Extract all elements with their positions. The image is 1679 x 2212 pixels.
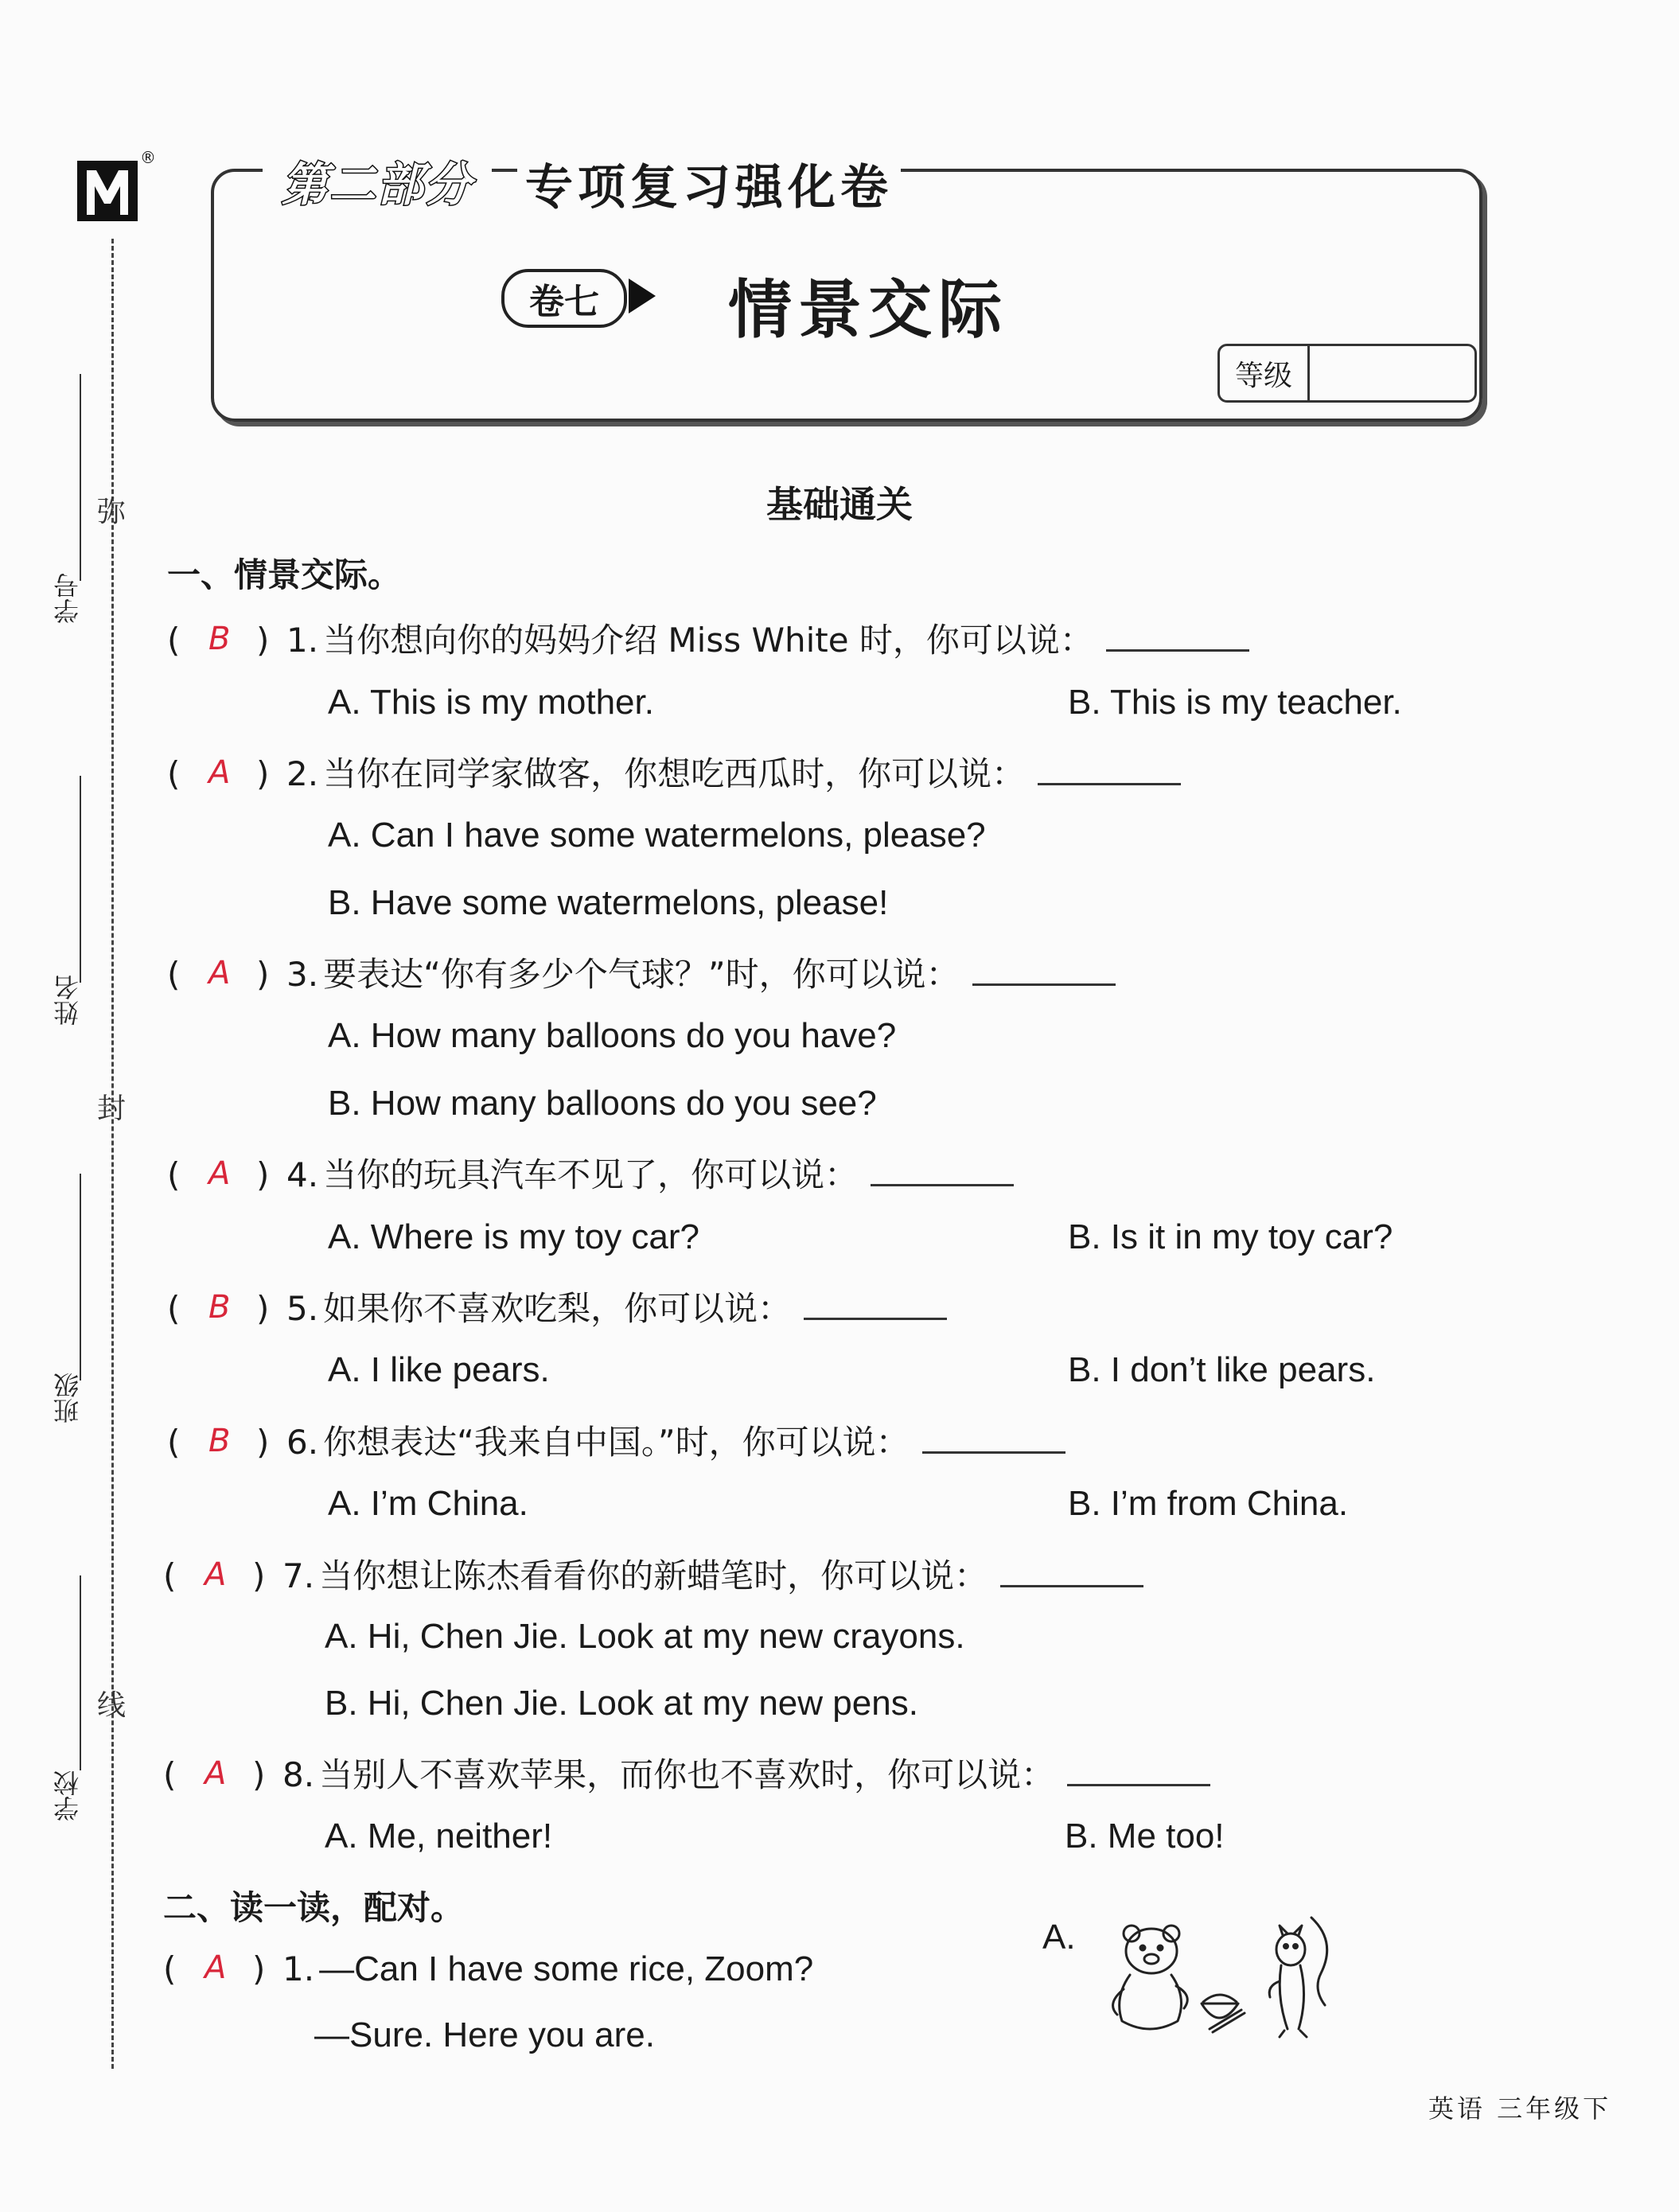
student-id-label: 学号 [53, 573, 83, 624]
name-line [80, 776, 81, 983]
answer-blank[interactable] [804, 1310, 947, 1320]
question-row [163, 1749, 1210, 1797]
option-a: A. This is my mother. [328, 683, 654, 722]
answer-blank[interactable] [1000, 1577, 1143, 1587]
option-b: B. Have some watermelons, please! [328, 883, 889, 922]
answer-paren: ( B ) [167, 1289, 270, 1328]
answer-paren: ( B ) [167, 1423, 270, 1462]
option-b: B. Is it in my toy car? [1068, 1217, 1393, 1256]
question-text: 当你在同学家做客，你想吃西瓜时，你可以说： [323, 754, 1026, 793]
option-a: A. Can I have some watermelons, please? [328, 816, 986, 855]
bear-and-squirrel-eating-illustration [1082, 1910, 1345, 2045]
question-number: 3. [286, 955, 319, 994]
school-line [80, 1575, 81, 1770]
answer-paren: ( A ) [167, 955, 270, 994]
question-text: 当你想向你的妈妈介绍 Miss White 时，你可以说： [323, 621, 1093, 660]
question-row [167, 1416, 1065, 1464]
question-row [167, 948, 1116, 996]
answer-mark: B [208, 1289, 231, 1326]
question-row [163, 1550, 1143, 1598]
question-number: 4. [286, 1155, 319, 1194]
option-b: B. How many balloons do you see? [328, 1084, 877, 1123]
volume-badge [501, 269, 627, 328]
publisher-logo [76, 159, 139, 223]
answer-blank[interactable] [1067, 1776, 1210, 1786]
question-text: 你想表达“我来自中国。”时，你可以说： [323, 1423, 910, 1462]
grade-box [1217, 344, 1477, 403]
class-line [80, 1174, 81, 1381]
name-label: 姓名 [53, 975, 83, 1026]
option-b: B. I’m from China. [1068, 1484, 1349, 1523]
answer-blank[interactable] [922, 1443, 1065, 1454]
answer-mark: B [208, 621, 231, 657]
option-a: A. I’m China. [328, 1484, 528, 1523]
question-text: 当别人不喜欢苹果，而你也不喜欢时，你可以说： [319, 1755, 1055, 1794]
option-b: B. Me too! [1065, 1817, 1225, 1856]
answer-mark: A [205, 1556, 227, 1593]
registered-mark: ® [140, 148, 156, 167]
question-number: 2. [286, 754, 319, 793]
part2-title: 二、读一读，配对。 [163, 1888, 465, 1927]
option-a: A. How many balloons do you have? [328, 1016, 897, 1055]
page-title: 情景交际 [728, 273, 1008, 347]
question-number: 8. [282, 1755, 315, 1794]
question-row [167, 748, 1181, 796]
question-text: 如果你不喜欢吃梨，你可以说： [323, 1289, 792, 1328]
question-number: 1. [282, 1949, 315, 1988]
question-number: 5. [286, 1289, 319, 1328]
question-number: 1. [286, 621, 319, 660]
option-b: B. I don’t like pears. [1068, 1350, 1376, 1389]
grade-label: 等级 [1220, 346, 1310, 400]
question-number: 7. [282, 1556, 315, 1595]
option-a: A. Where is my toy car? [328, 1217, 700, 1256]
option-a: A. Hi, Chen Jie. Look at my new crayons. [325, 1617, 965, 1656]
question-row [167, 1149, 1014, 1197]
answer-paren: ( A ) [167, 754, 270, 793]
answer-mark: A [208, 1155, 231, 1192]
class-label: 班级 [53, 1373, 83, 1423]
answer-blank[interactable] [1106, 641, 1249, 652]
answer-blank[interactable] [972, 976, 1116, 986]
answer-paren: ( A ) [163, 1755, 266, 1794]
dialog-line: —Can I have some rice, Zoom? [319, 1949, 814, 1988]
answer-paren: ( A ) [163, 1949, 266, 1988]
seal-char-feng: 封 [97, 1092, 127, 1125]
picture-label: A. [1042, 1918, 1076, 1957]
school-label: 学校 [53, 1770, 83, 1821]
seal-char-xian: 线 [97, 1689, 127, 1722]
option-b: B. This is my teacher. [1068, 683, 1402, 722]
part1-title: 一、情景交际。 [167, 555, 402, 594]
question-text: 当你的玩具汽车不见了，你可以说： [323, 1155, 859, 1194]
grade-field[interactable] [1310, 346, 1474, 400]
answer-paren: ( B ) [167, 621, 270, 660]
answer-mark: A [208, 955, 231, 991]
answer-blank[interactable] [1038, 775, 1181, 785]
question-text: 要表达“你有多少个气球？”时，你可以说： [323, 955, 960, 994]
question-row [163, 1949, 813, 1989]
arrow-right-icon [629, 278, 656, 313]
answer-paren: ( A ) [163, 1556, 266, 1595]
part-label: 第二部分 [263, 147, 492, 214]
answer-mark: B [208, 1423, 231, 1459]
volume-label: 卷七 [529, 282, 599, 322]
answer-paren: ( A ) [167, 1155, 270, 1194]
option-b: B. Hi, Chen Jie. Look at my new pens. [325, 1684, 918, 1723]
option-a: A. Me, neither! [325, 1817, 553, 1856]
question-number: 6. [286, 1423, 319, 1462]
footer-subject: 英语 三年级下 [1428, 2093, 1612, 2124]
header-subtitle: 专项复习强化卷 [517, 150, 901, 218]
question-text: 当你想让陈杰看看你的新蜡笔时，你可以说： [319, 1556, 988, 1595]
answer-mark: A [208, 754, 231, 791]
answer-mark: A [205, 1949, 227, 1986]
answer-blank[interactable] [871, 1176, 1014, 1186]
option-a: A. I like pears. [328, 1350, 550, 1389]
seal-char-mi: 弥 [97, 496, 127, 528]
answer-mark: A [205, 1755, 227, 1792]
question-row [167, 614, 1249, 662]
question-row [167, 1283, 947, 1330]
dialog-line: —Sure. Here you are. [314, 2015, 655, 2054]
section-title: 基础通关 [766, 483, 913, 526]
